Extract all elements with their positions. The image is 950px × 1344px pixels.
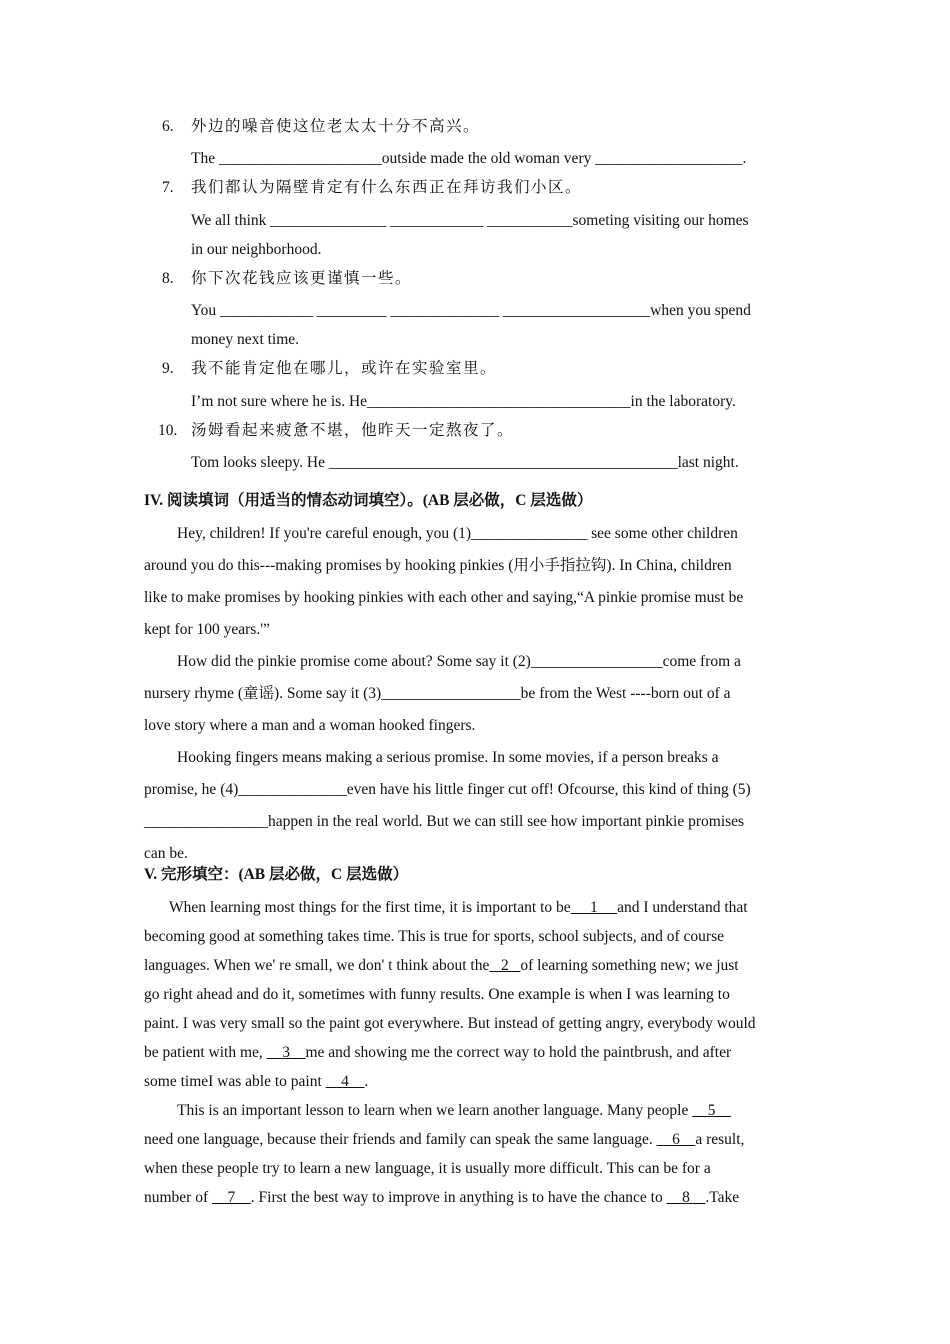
item-english: You ____________ _________ ______________ ___________________when you spend xyxy=(191,302,751,319)
item-chinese: 你下次花钱应该更谨慎一些。 xyxy=(191,270,413,287)
section-5-heading: V. 完形填空：(AB 层必做，C 层选做） xyxy=(144,866,409,883)
passage-line: can be. xyxy=(144,845,188,862)
blank-5[interactable]: 5 xyxy=(692,1102,731,1119)
passage-line: This is an important lesson to learn when we learn another language. Many people 5 xyxy=(177,1102,731,1119)
passage-line: How did the pinkie promise come about? Some say it (2)_________________come from a xyxy=(177,653,741,670)
passage-line: When learning most things for the first time, it is important to be 1 and I understand that xyxy=(169,899,748,916)
passage-line: Hey, children! If you're careful enough, you (1)_______________ see some other children xyxy=(177,525,738,542)
passage-line: some timeI was able to paint 4 . xyxy=(144,1073,369,1090)
section-4-heading: IV. 阅读填词（用适当的情态动词填空）。(AB 层必做，C 层选做） xyxy=(144,492,593,509)
passage-line: number of 7 . First the best way to improve in anything is to have the chance to 8 .Take xyxy=(144,1189,740,1206)
passage-line: when these people try to learn a new language, it is usually more difficult. This can be for a xyxy=(144,1160,711,1177)
passage-line: ________________happen in the real world. But we can still see how important pinkie promises xyxy=(144,813,745,830)
item-chinese: 我不能肯定他在哪儿，或许在实验室里。 xyxy=(191,360,498,377)
passage-line: becoming good at something takes time. This is true for sports, school subjects, and of course xyxy=(144,928,725,945)
passage-line: like to make promises by hooking pinkies with each other and saying,“A pinkie promise must be xyxy=(144,589,744,606)
passage-line: promise, he (4)______________even have his little finger cut off! Ofcourse, this kind of thing (5) xyxy=(144,781,751,798)
passage-line: paint. I was very small so the paint got everywhere. But instead of getting angry, everybody would xyxy=(144,1015,756,1032)
item-number: 7. xyxy=(162,179,174,196)
item-number: 10. xyxy=(158,422,178,439)
passage-line: kept for 100 years.'” xyxy=(144,621,270,638)
blank-1[interactable]: 1 xyxy=(570,899,618,916)
item-english: Tom looks sleepy. He _____________________________________________last night. xyxy=(191,454,739,471)
passage-line: nursery rhyme (童谣). Some say it (3)__________________be from the West ----born out of a xyxy=(144,685,731,702)
passage-line: go right ahead and do it, sometimes with funny results. One example is when I was learning to xyxy=(144,986,730,1003)
passage-line: love story where a man and a woman hooked fingers. xyxy=(144,717,476,734)
passage-line: Hooking fingers means making a serious promise. In some movies, if a person breaks a xyxy=(177,749,719,766)
blank-3[interactable]: 3 xyxy=(266,1044,306,1061)
passage-line: need one language, because their friends and family can speak the same language. 6 a result, xyxy=(144,1131,745,1148)
item-chinese: 外边的噪音使这位老太太十分不高兴。 xyxy=(191,118,481,135)
blank-4[interactable]: 4 xyxy=(325,1073,365,1090)
item-number: 9. xyxy=(162,360,174,377)
blank-8[interactable]: 8 xyxy=(666,1189,706,1206)
item-chinese: 我们都认为隔壁肯定有什么东西正在拜访我们小区。 xyxy=(191,179,583,196)
item-english-cont: in our neighborhood. xyxy=(191,241,322,258)
item-english: The _____________________outside made the old woman very ___________________. xyxy=(191,150,747,167)
blank-7[interactable]: 7 xyxy=(212,1189,251,1206)
passage-line: around you do this---making promises by hooking pinkies (用小手指拉钩). In China, children xyxy=(144,557,732,574)
blank-2[interactable]: 2 xyxy=(489,957,521,974)
item-number: 6. xyxy=(162,118,174,135)
item-english: We all think _______________ ____________ ___________someting visiting our homes xyxy=(191,212,749,229)
blank-6[interactable]: 6 xyxy=(656,1131,696,1148)
item-number: 8. xyxy=(162,270,174,287)
passage-line: be patient with me, 3 me and showing me the correct way to hold the paintbrush, and after xyxy=(144,1044,732,1061)
item-chinese: 汤姆看起来疲惫不堪，他昨天一定熬夜了。 xyxy=(191,422,515,439)
item-english: I’m not sure where he is. He__________________________________in the laboratory. xyxy=(191,393,736,410)
item-english-cont: money next time. xyxy=(191,331,300,348)
passage-line: languages. When we' re small, we don' t think about the 2 of learning something new; we just xyxy=(144,957,739,974)
